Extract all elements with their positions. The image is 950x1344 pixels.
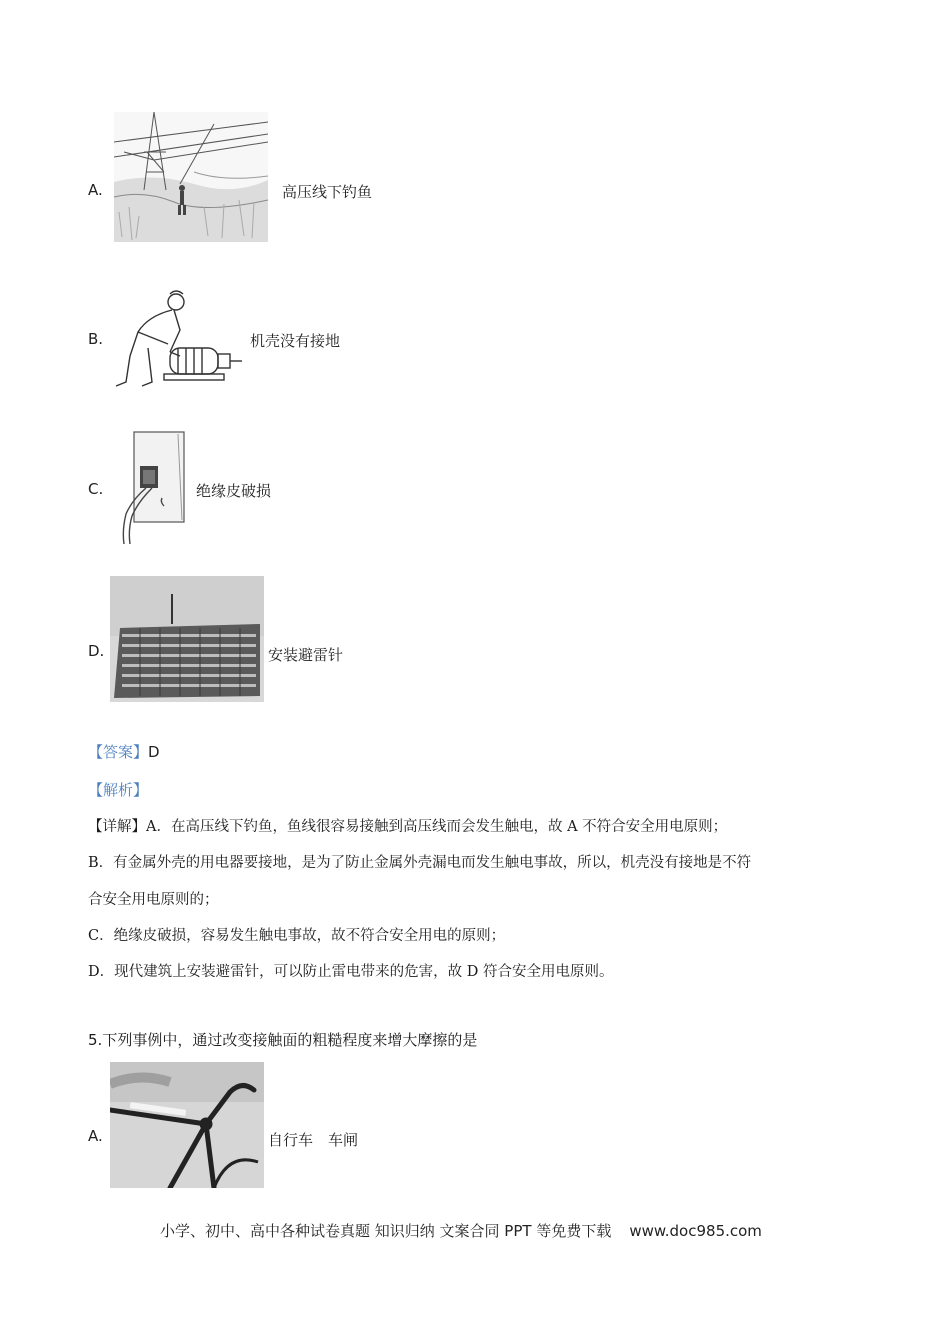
option-c-caption: 绝缘皮破损 (196, 482, 272, 500)
answer-line (88, 741, 160, 762)
answer-label: 【答案】 (88, 743, 149, 761)
detail-label: 【详解】 (88, 819, 146, 835)
bicycle-brake-image (110, 1062, 264, 1188)
analysis-text-1: A．在高压线下钓鱼，鱼线很容易接触到高压线而会发生触电，故 A 不符合安全用电原则； (146, 819, 728, 835)
q5-option-a-caption: 自行车 车闸 (268, 1131, 359, 1149)
analysis-heading (88, 779, 148, 800)
option-c-letter: C. (88, 480, 104, 498)
footer-text: 小学、初中、高中各种试卷真题 知识归纳 文案合同 PPT 等免费下载 (160, 1222, 612, 1240)
question-5-text: 下列事例中，通过改变接触面的粗糙程度来增大摩擦的是 (102, 1031, 478, 1049)
q5-option-a-letter: A. (88, 1127, 103, 1145)
man-touching-motor-image (108, 286, 244, 392)
analysis-line-3: 合安全用电原则的； (88, 892, 219, 908)
option-d-letter: D. (88, 642, 105, 660)
question-5-number: 5. (88, 1031, 103, 1049)
plug-in-socket-image (116, 430, 188, 546)
option-b-caption: 机壳没有接地 (250, 332, 341, 350)
option-d-caption: 安装避雷针 (268, 646, 344, 664)
analysis-label: 【解析】 (88, 781, 149, 799)
option-a-letter: A. (88, 181, 103, 199)
option-a-caption: 高压线下钓鱼 (282, 183, 373, 201)
question-5-title (88, 1029, 477, 1050)
fishing-under-power-lines-image (114, 112, 268, 242)
building-with-lightning-rod-image (110, 576, 264, 702)
analysis-line-1 (88, 815, 727, 836)
option-b-letter: B. (88, 330, 104, 348)
analysis-line-2: B．有金属外壳的用电器要接地，是为了防止金属外壳漏电而发生触电事故，所以，机壳没有接地是不符 (88, 855, 752, 871)
analysis-line-5: D．现代建筑上安装避雷针，可以防止雷电带来的危害，故 D 符合安全用电原则。 (88, 964, 614, 980)
analysis-line-4: C．绝缘皮破损，容易发生触电事故，故不符合安全用电的原则； (88, 928, 506, 944)
footer-url[interactable]: www.doc985.com (629, 1222, 762, 1240)
footer (160, 1220, 762, 1241)
answer-value: D (148, 743, 160, 761)
